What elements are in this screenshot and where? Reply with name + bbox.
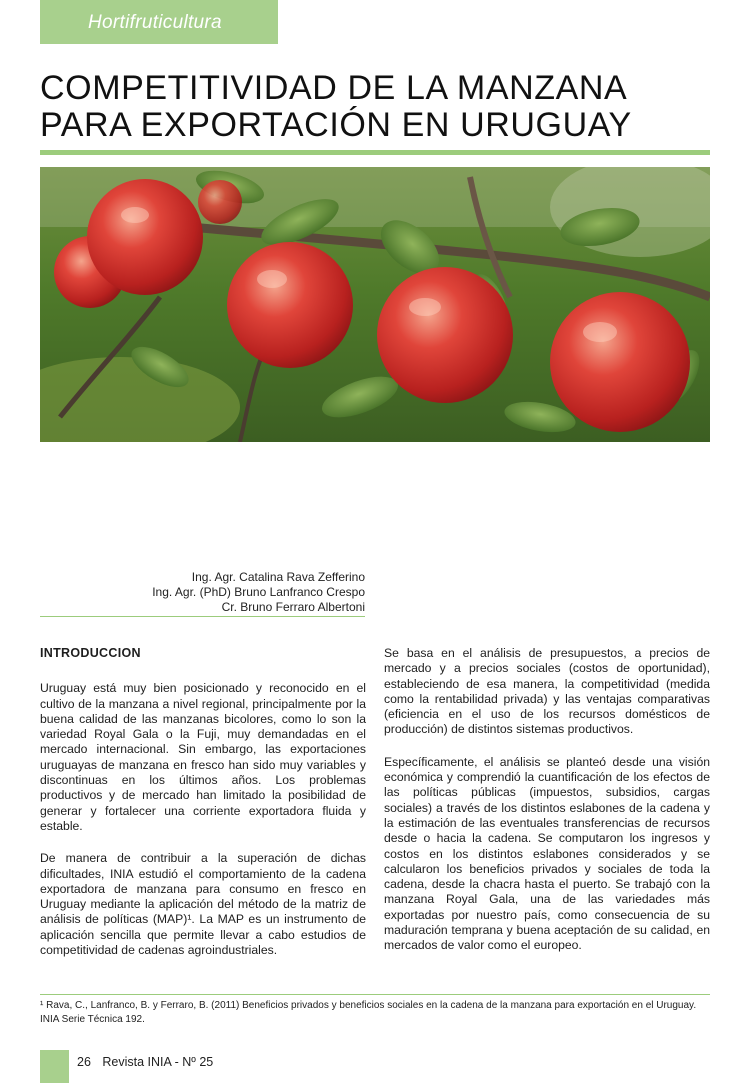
footnote-divider [40,994,710,995]
body-paragraph: Uruguay está muy bien posicionado y reconocido en el cultivo de la manzana a nivel regional, principalmente por la buena calidad de las manzanas bicolores, como lo son la variedad Royal Gala o la Fuji, muy demandadas en el mercado internacional. Sin embargo, las exportaciones uruguayas de manzana en fresco han sido muy variables y discontinuas en los últimos años. Los problemas productivos y de mercado han limitado la posibilidad de generar y fortalecer una corriente exportadora fluida y estable. [40,681,366,833]
page-footer [77,1055,221,1069]
body-paragraph: De manera de contribuir a la superación de dichas dificultades, INIA estudió el comportamiento de la cadena exportadora de manzana para consumo en fresco en Uruguay mediante la aplicación del método de la matriz de análisis de políticas (MAP)¹. La MAP es un instrumento de aplicación sencilla que permite llevar a cabo estudios de competitividad de cadenas agroindustriales. [40,851,366,958]
article-title: COMPETITIVIDAD DE LA MANZANA PARA EXPORTACIÓN EN URUGUAY [40,69,632,144]
apple-tree-illustration [40,167,710,442]
author-list [40,570,365,615]
right-column [384,646,710,971]
apple-photo [40,167,710,442]
author-name: Cr. Bruno Ferraro Albertoni [221,600,365,614]
authors-divider [40,616,365,617]
body-paragraph: Específicamente, el análisis se planteó desde una visión económica y comprendió la cuantificación de los efectos de las políticas públicas (impuestos, subsidios, cargas sociales) a través de los distintos eslabones de la cadena y la estimación de las eventuales transferencias de recursos desde o hacia la cadena. Se computaron los ingresos y costos en los distintos eslabones considerados y se calcularon los beneficios privados y sociales de toda la cadena, desde la chacra hasta el puerto. Se trabajó con la manzana Royal Gala, una de las variedades más exportadas por nuestro país, como consecuencia de su maduración temprana y buena aceptación de su calidad, en mercados de valor como el europeo. [384,754,710,953]
title-divider [40,150,710,155]
author-name: Ing. Agr. Catalina Rava Zefferino [191,570,365,584]
section-tab [40,0,278,44]
section-label: Hortifruticultura [88,12,222,33]
footnote: ¹ Rava, C., Lanfranco, B. y Ferraro, B. (2011) Beneficios privados y beneficios sociales en la cadena de la manzana para exportación en el Uruguay. INIA Serie Técnica 192. [40,1000,697,1025]
page-number: 26 [77,1055,91,1069]
publication-name: Revista INIA - Nº 25 [102,1055,214,1069]
left-column [40,646,366,975]
footer-tab [40,1050,69,1083]
body-paragraph: Se basa en el análisis de presupuestos, a precios de mercado y a precios sociales (costos de oportunidad), estableciendo de esa manera, la competitividad (medida como la rentabilidad privada) y las ventajas comparativas (eficiencia en el uso de los recursos domésticos de producción) de distintos sistemas productivos. [384,646,710,737]
author-name: Ing. Agr. (PhD) Bruno Lanfranco Crespo [152,585,365,599]
section-heading: INTRODUCCION [40,646,141,660]
